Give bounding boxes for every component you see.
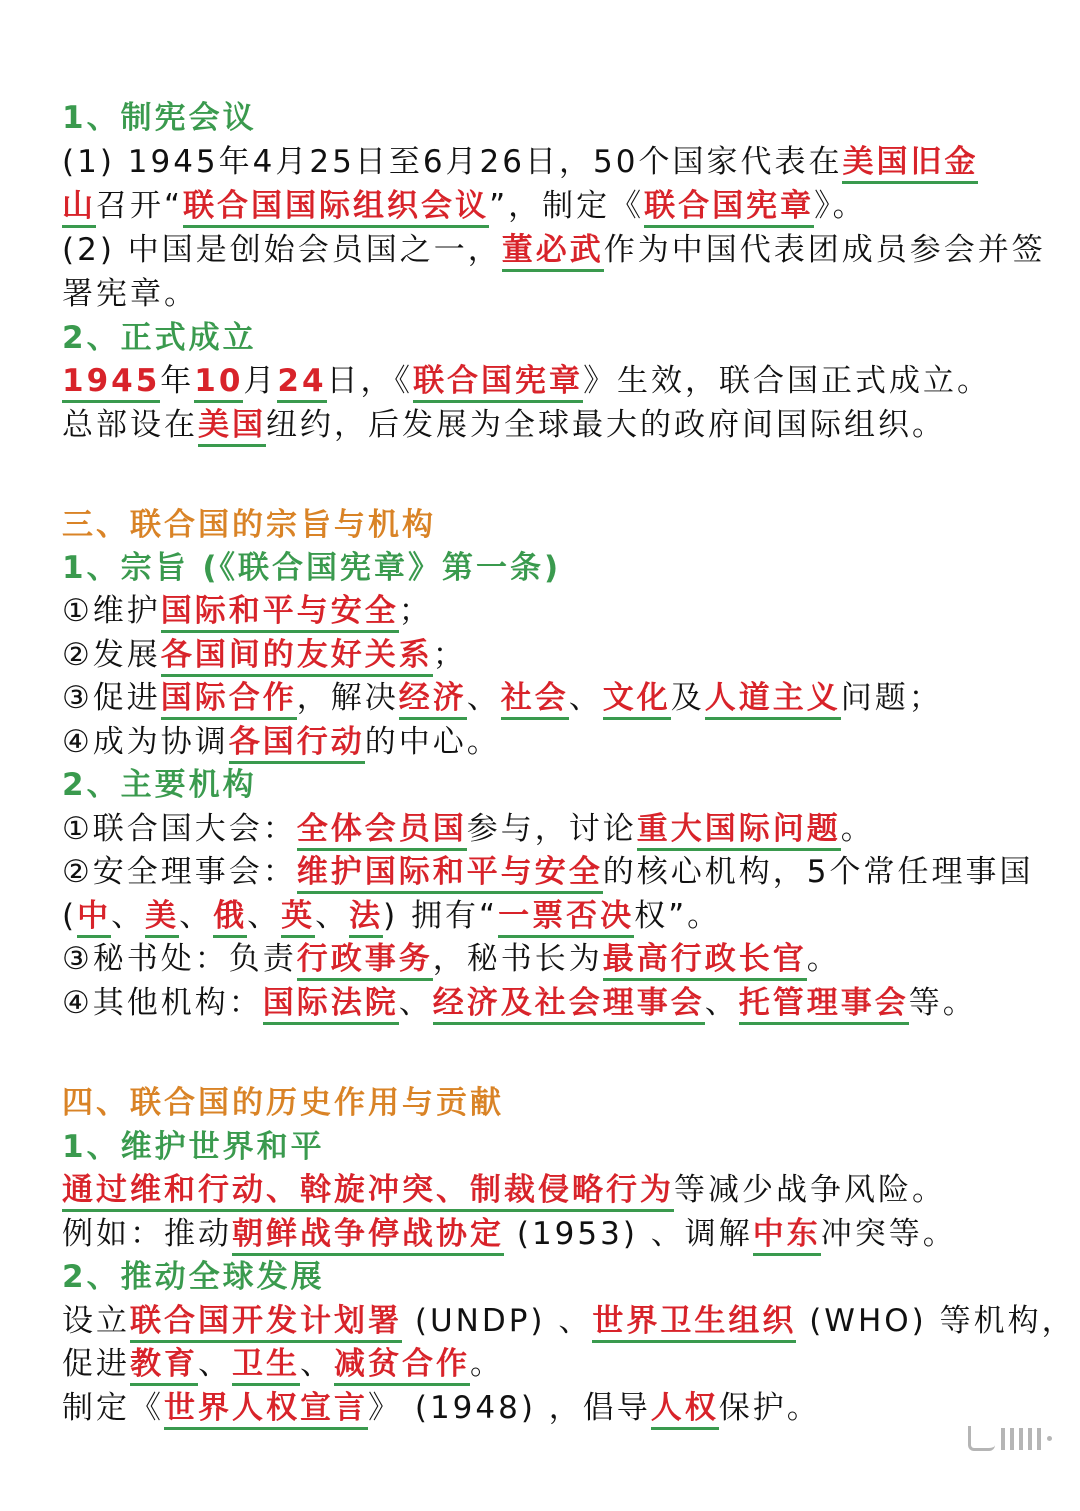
highlighted-keyword: 美国	[198, 407, 266, 447]
text-segment: 、	[704, 985, 739, 1021]
highlighted-keyword: 托管理事会	[739, 985, 909, 1025]
text-segment: 2、正式成立	[62, 320, 257, 356]
text-segment: (	[62, 898, 78, 934]
heading-purposes	[62, 546, 561, 590]
text-segment: 三、联合国的宗旨与机构	[62, 507, 436, 543]
text-segment: ①联合国大会：	[62, 811, 297, 847]
highlighted-keyword: 行政事务	[297, 941, 433, 981]
highlighted-keyword: 朝鲜战争停战协定	[232, 1216, 504, 1256]
list-item	[62, 633, 467, 677]
text-segment: 设立	[62, 1303, 130, 1339]
text-line	[62, 184, 867, 228]
text-segment: (UNDP) 、	[402, 1303, 593, 1339]
list-item	[62, 676, 943, 720]
text-line	[62, 359, 991, 403]
text-segment: 2、推动全球发展	[62, 1259, 325, 1295]
highlighted-keyword: 文化	[603, 680, 671, 720]
text-line	[62, 1168, 946, 1212]
highlighted-keyword: 减贫合作	[334, 1346, 470, 1386]
highlighted-keyword: 联合国国际组织会议	[183, 188, 489, 228]
highlighted-keyword: 教育	[130, 1346, 198, 1386]
text-segment: 四、联合国的历史作用与贡献	[62, 1085, 504, 1121]
text-segment: ，秘书长为	[432, 941, 603, 977]
list-item	[62, 981, 977, 1025]
text-segment: 2、主要机构	[62, 767, 257, 803]
heading-constitution-conference	[62, 96, 257, 140]
highlighted-keyword: 世界卫生组织	[592, 1303, 796, 1343]
text-segment: ；	[432, 637, 467, 673]
text-segment: 1、维护世界和平	[62, 1129, 325, 1165]
highlighted-keyword: 美国旧金	[842, 144, 978, 184]
highlighted-keyword: 国际合作	[161, 680, 297, 720]
text-segment: 权”。	[634, 898, 722, 934]
text-segment: ②发展	[62, 637, 161, 673]
highlighted-keyword: 法	[349, 898, 383, 938]
text-segment: 等减少战争风险。	[674, 1172, 946, 1208]
section-heading-historical-role	[62, 1081, 504, 1125]
text-segment: ”，制定《	[489, 188, 645, 224]
text-segment: 1、宗旨 (《联合国宪章》第一条)	[62, 550, 562, 586]
highlighted-keyword: 24	[277, 363, 326, 403]
text-segment: 。	[840, 811, 875, 847]
list-item	[62, 850, 1034, 894]
text-segment: 的核心机构，5个常任理事国	[602, 854, 1034, 890]
text-line	[62, 894, 721, 938]
text-segment: 、	[315, 898, 350, 934]
text-segment: 保护。	[718, 1390, 821, 1426]
heading-official-founding	[62, 316, 257, 360]
watermark-cup-icon	[968, 1426, 995, 1451]
highlighted-keyword: 一票否决	[498, 898, 634, 938]
highlighted-keyword: 经济	[399, 680, 467, 720]
text-line	[62, 1299, 1076, 1343]
text-line	[62, 1386, 821, 1430]
heading-maintain-peace	[62, 1125, 325, 1169]
text-segment: 年	[160, 363, 195, 399]
text-segment: 、	[300, 1346, 334, 1382]
highlighted-keyword: 通过维和行动、斡旋冲突、制裁侵略行为	[62, 1172, 674, 1212]
text-line	[62, 140, 978, 184]
text-segment: 、	[568, 680, 603, 716]
highlighted-keyword: 国际和平与安全	[161, 593, 399, 633]
highlighted-keyword: 俄	[213, 898, 247, 938]
list-item	[62, 589, 433, 633]
text-segment: (1953) 、调解	[504, 1216, 753, 1252]
section-heading-purposes-and-organs	[62, 503, 436, 547]
text-segment: 》生效，联合国正式成立。	[583, 363, 992, 399]
highlighted-keyword: 经济及社会理事会	[433, 985, 705, 1025]
text-line	[62, 403, 946, 447]
text-segment: ③促进	[62, 680, 161, 716]
highlighted-keyword: 山	[62, 188, 96, 228]
text-segment: 、	[466, 680, 501, 716]
highlighted-keyword: 10	[194, 363, 243, 403]
highlighted-keyword: 国际法院	[263, 985, 399, 1025]
text-segment: 。	[470, 1346, 504, 1382]
text-segment: 制定《	[62, 1390, 164, 1426]
highlighted-keyword: 最高行政长官	[603, 941, 807, 981]
text-segment: 等。	[908, 985, 977, 1021]
highlighted-keyword: 联合国宪章	[413, 363, 583, 403]
text-segment: (2) 中国是创始会员国之一，	[62, 232, 502, 268]
text-segment: 及	[670, 680, 705, 716]
text-segment: 》。	[814, 188, 867, 224]
highlighted-keyword: 中	[77, 898, 111, 938]
highlighted-keyword: 董必武	[502, 232, 604, 272]
highlighted-keyword: 美	[145, 898, 179, 938]
text-segment: 月	[243, 363, 278, 399]
text-segment: 、	[398, 985, 433, 1021]
text-line	[62, 1212, 957, 1256]
text-segment: 的中心。	[364, 724, 501, 760]
text-segment: 总部设在	[62, 407, 198, 443]
watermark-dot-icon	[1047, 1436, 1052, 1441]
highlighted-keyword: 英	[281, 898, 315, 938]
text-segment: 、	[198, 1346, 232, 1382]
text-segment: ；	[398, 593, 433, 629]
text-segment: 纽约，后发展为全球最大的政府间国际组织。	[266, 407, 946, 443]
heading-main-organs	[62, 763, 257, 807]
highlighted-keyword: 联合国宪章	[644, 188, 814, 228]
text-segment: 日，《	[326, 363, 414, 399]
text-segment: ②安全理事会：	[62, 854, 297, 890]
list-item	[62, 807, 875, 851]
highlighted-keyword: 中东	[753, 1216, 821, 1256]
text-segment: 冲突等。	[820, 1216, 957, 1252]
highlighted-keyword: 卫生	[232, 1346, 300, 1386]
highlighted-keyword: 社会	[501, 680, 569, 720]
text-segment: 促进	[62, 1346, 130, 1382]
text-segment: 参与，讨论	[466, 811, 637, 847]
text-segment: ) 拥有“	[383, 898, 499, 934]
watermark-bars-icon	[1001, 1428, 1041, 1450]
text-line	[62, 272, 198, 316]
text-segment: (1) 1945年4月25日至6月26日，50个国家代表在	[62, 144, 843, 180]
text-segment: 作为中国代表团成员参会并签	[603, 232, 1046, 268]
highlighted-keyword: 维护国际和平与安全	[297, 854, 603, 894]
highlighted-keyword: 各国间的友好关系	[161, 637, 433, 677]
text-segment: 例如：推动	[62, 1216, 232, 1252]
highlighted-keyword: 联合国开发计划署	[130, 1303, 402, 1343]
highlighted-keyword: 各国行动	[229, 724, 365, 764]
highlighted-keyword: 全体会员国	[297, 811, 467, 851]
text-segment: 问题；	[840, 680, 943, 716]
text-segment: 、	[111, 898, 146, 934]
text-segment: 》 (1948) ，倡导	[368, 1390, 651, 1426]
highlighted-keyword: 重大国际问题	[637, 811, 841, 851]
highlighted-keyword: 1945	[62, 363, 160, 403]
text-segment: ④其他机构：	[62, 985, 263, 1021]
text-segment: 、	[247, 898, 282, 934]
text-segment: 署宪章。	[62, 276, 198, 312]
text-segment: 。	[806, 941, 841, 977]
text-segment: 召开“	[96, 188, 184, 224]
text-segment: ③秘书处：负责	[62, 941, 297, 977]
list-item	[62, 720, 501, 764]
text-segment: ①维护	[62, 593, 161, 629]
text-line	[62, 1342, 504, 1386]
text-segment: 、	[179, 898, 214, 934]
highlighted-keyword: 世界人权宣言	[164, 1390, 368, 1430]
text-segment: (WHO) 等机构，	[796, 1303, 1076, 1339]
text-segment: ④成为协调	[62, 724, 229, 760]
text-segment: ，解决	[296, 680, 399, 716]
text-line	[62, 228, 1046, 272]
text-segment: 1、制宪会议	[62, 100, 257, 136]
list-item	[62, 937, 841, 981]
watermark-logo	[968, 1426, 1052, 1451]
heading-global-development	[62, 1255, 325, 1299]
highlighted-keyword: 人道主义	[705, 680, 841, 720]
highlighted-keyword: 人权	[651, 1390, 719, 1430]
